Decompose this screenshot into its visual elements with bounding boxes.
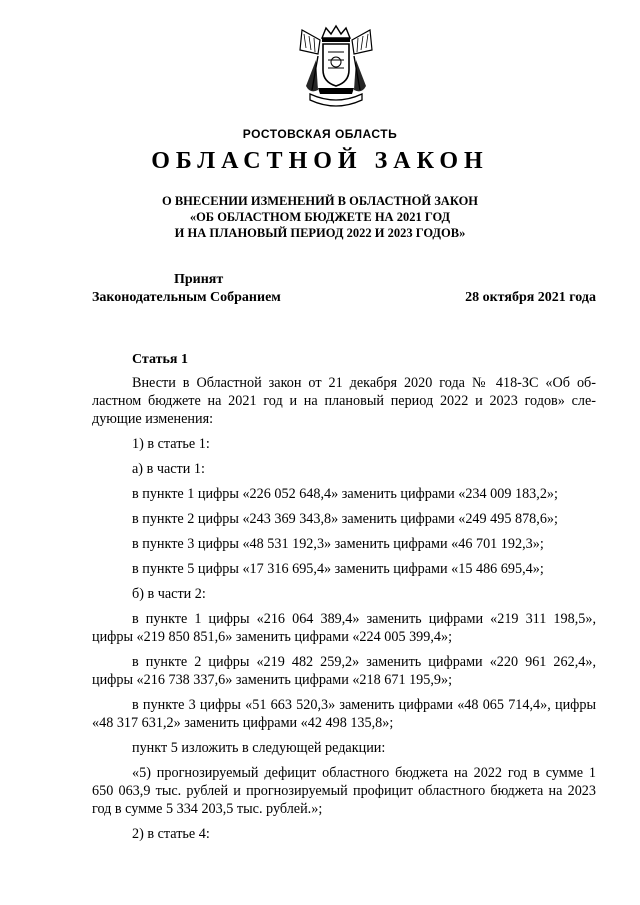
subtitle-line: И НА ПЛАНОВЫЙ ПЕРИОД 2022 И 2023 ГОДОВ» bbox=[174, 226, 466, 240]
paragraph: а) в части 1: bbox=[132, 461, 205, 477]
article-body bbox=[92, 374, 596, 850]
paragraph: Внести в Областной закон от 21 декабря 2020 года № 418-ЗС «Об об-ластном бюджете на 2021 год и на плановый период 2022 и 2023 годов» сле-дующие изменения: bbox=[92, 375, 596, 427]
region-name: РОСТОВСКАЯ ОБЛАСТЬ bbox=[242, 127, 398, 141]
coat-of-arms-emblem bbox=[292, 24, 380, 110]
paragraph: пункт 5 изложить в следующей редакции: bbox=[132, 740, 386, 756]
paragraph: 2) в статье 4: bbox=[132, 826, 210, 842]
paragraph: в пункте 5 цифры «17 316 695,4» заменить цифрами «15 486 695,4»; bbox=[132, 561, 544, 577]
adoption-date: 28 октября 2021 года bbox=[465, 290, 596, 305]
subtitle-line: «ОБ ОБЛАСТНОМ БЮДЖЕТЕ НА 2021 ГОД bbox=[189, 210, 451, 224]
paragraph: б) в части 2: bbox=[132, 586, 206, 602]
paragraph: «5) прогнозируемый дефицит областного бюджета на 2022 год в сумме 1 650 063,9 тыс. рублей и прогнозируемый профицит областного бюджета на 2023 год в сумме 5 334 203,5 тыс. рублей.»; bbox=[92, 765, 596, 817]
article-heading: Статья 1 bbox=[132, 352, 188, 367]
adopted-label: Принят bbox=[174, 272, 224, 287]
law-type-title: ОБЛАСТНОЙ ЗАКОН bbox=[151, 148, 489, 174]
paragraph: 1) в статье 1: bbox=[132, 436, 210, 452]
paragraph: в пункте 2 цифры «243 369 343,8» заменить цифрами «249 495 878,6»; bbox=[132, 511, 558, 527]
subtitle-line: О ВНЕСЕНИИ ИЗМЕНЕНИЙ В ОБЛАСТНОЙ ЗАКОН bbox=[161, 194, 479, 208]
paragraph: в пункте 2 цифры «219 482 259,2» заменить цифрами «220 961 262,4», цифры «216 738 337,6» заменить цифрами «218 671 195,9»; bbox=[92, 654, 596, 688]
adopted-by: Законодательным Собранием bbox=[92, 290, 281, 305]
paragraph: в пункте 1 цифры «226 052 648,4» заменить цифрами «234 009 183,2»; bbox=[132, 486, 558, 502]
paragraph: в пункте 3 цифры «51 663 520,3» заменить цифрами «48 065 714,4», цифры «48 317 631,2» заменить цифрами «42 498 135,8»; bbox=[92, 697, 596, 731]
law-subtitle bbox=[120, 193, 520, 241]
paragraph: в пункте 1 цифры «216 064 389,4» заменить цифрами «219 311 198,5», цифры «219 850 851,6» заменить цифрами «224 005 399,4»; bbox=[92, 611, 596, 645]
paragraph: в пункте 3 цифры «48 531 192,3» заменить цифрами «46 701 192,3»; bbox=[132, 536, 544, 552]
